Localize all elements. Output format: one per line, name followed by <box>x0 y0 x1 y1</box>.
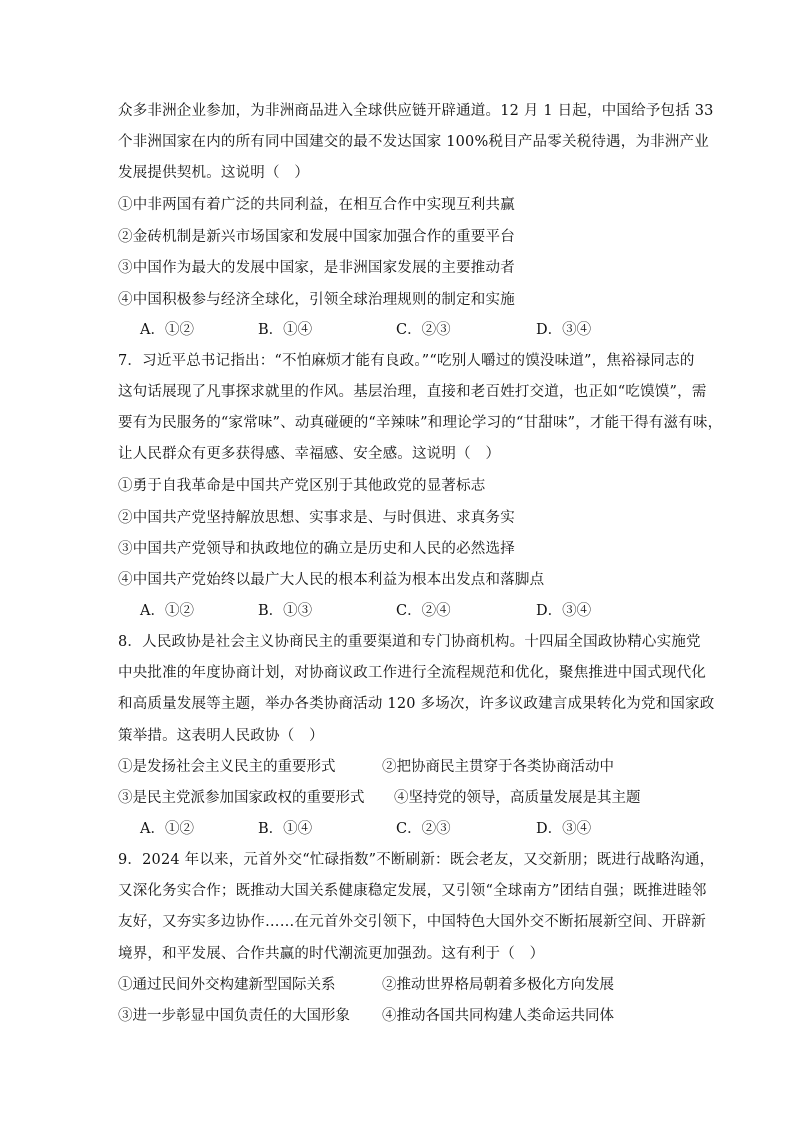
q6-stem-line: 众多非洲企业参加，为非洲商品进入全球供应链开辟通道。12 月 1 日起，中国给予包括 33 <box>118 103 714 119</box>
q9-option: ②推动世界格局朝着多极化方向发展 <box>382 977 614 993</box>
q7-stem-line: 7．习近平总书记指出：“不怕麻烦才能有良政。”“吃别人嚼过的馍没味道”，焦裕禄同志的 <box>118 353 695 369</box>
q8-option: ③是民主党派参加国家政权的重要形式 <box>118 790 365 806</box>
q6-option: ④中国积极参与经济全球化，引领全球治理规则的制定和实施 <box>118 292 515 308</box>
q7-option: ③中国共产党领导和执政地位的确立是历史和人民的必然选择 <box>118 541 515 557</box>
q6-stem-line: 个非洲国家在内的所有同中国建交的最不发达国家 100%税目产品零关税待遇，为非洲产业 <box>118 134 709 150</box>
q7-option: ②中国共产党坚持解放思想、实事求是、与时俱进、求真务实 <box>118 510 515 526</box>
q7-answer-d: D．③④ <box>536 603 592 619</box>
q9-stem-line: 友好，又夯实多边协作……在元首外交引领下，中国特色大国外交不断拓展新空间、开辟新 <box>118 914 706 930</box>
q7-answer-c: C．②④ <box>396 603 451 619</box>
q9-stem-line: 境界，和平发展、合作共赢的时代潮流更加强劲。这有利于（ ） <box>118 946 545 962</box>
q8-stem-line: 中央批准的年度协商计划，对协商议政工作进行全流程规范和优化，聚焦推进中国式现代化 <box>118 665 706 681</box>
q6-answer-b: B．①④ <box>258 322 313 338</box>
q6-answer-d: D．③④ <box>536 322 592 338</box>
q8-answer-b: B．①④ <box>258 821 313 837</box>
q6-answer-c: C．②③ <box>396 322 451 338</box>
q7-answer-a: A．①② <box>140 603 194 619</box>
q6-option: ①中非两国有着广泛的共同利益，在相互合作中实现互利共赢 <box>118 197 515 213</box>
q7-stem-line: 要有为民服务的“家常味”、动真碰硬的“辛辣味”和理论学习的“甘甜味”，才能干得有滋有味， <box>118 415 723 431</box>
q8-stem-line: 策举措。这表明人民政协（ ） <box>118 728 324 744</box>
q9-option: ①通过民间外交构建新型国际关系 <box>118 977 336 993</box>
q8-option: ①是发扬社会主义民主的重要形式 <box>118 759 336 775</box>
q9-option: ③进一步彰显中国负责任的大国形象 <box>118 1008 350 1024</box>
q8-stem-line: 和高质量发展等主题，举办各类协商活动 120 多场次，许多议政建言成果转化为党和国家政 <box>118 696 715 712</box>
q8-answer-c: C．②③ <box>396 821 451 837</box>
q6-option: ②金砖机制是新兴市场国家和发展中国家加强合作的重要平台 <box>118 229 515 245</box>
q7-option: ④中国共产党始终以最广大人民的根本利益为根本出发点和落脚点 <box>118 572 545 588</box>
q6-stem-line: 发展提供契机。这说明（ ） <box>118 165 310 181</box>
q8-stem-line: 8．人民政协是社会主义协商民主的重要渠道和专门协商机构。十四届全国政协精心实施党 <box>118 634 701 650</box>
q8-option: ②把协商民主贯穿于各类协商活动中 <box>382 759 614 775</box>
q8-answer-a: A．①② <box>140 821 194 837</box>
q9-stem-line: 9．2024 年以来，元首外交“忙碌指数”不断刷新：既会老友，又交新朋；既进行战略沟通， <box>118 852 715 868</box>
q6-option: ③中国作为最大的发展中国家，是非洲国家发展的主要推动者 <box>118 260 515 276</box>
q7-option: ①勇于自我革命是中国共产党区别于其他政党的显著标志 <box>118 478 486 494</box>
q8-answer-d: D．③④ <box>536 821 592 837</box>
q7-answer-b: B．①③ <box>258 603 313 619</box>
q7-stem-line: 这句话展现了凡事探求就里的作风。基层治理，直接和老百姓打交道，也正如“吃馍馍”，需 <box>118 384 707 400</box>
q9-option: ④推动各国共同构建人类命运共同体 <box>382 1008 614 1024</box>
q8-option: ④坚持党的领导，高质量发展是其主题 <box>394 790 641 806</box>
q9-stem-line: 又深化务实合作；既推动大国关系健康稳定发展，又引领“全球南方”团结自强；既推进睦邻 <box>118 883 707 899</box>
q7-stem-line: 让人民群众有更多获得感、幸福感、安全感。这说明（ ） <box>118 446 501 462</box>
q6-answer-a: A．①② <box>140 322 194 338</box>
